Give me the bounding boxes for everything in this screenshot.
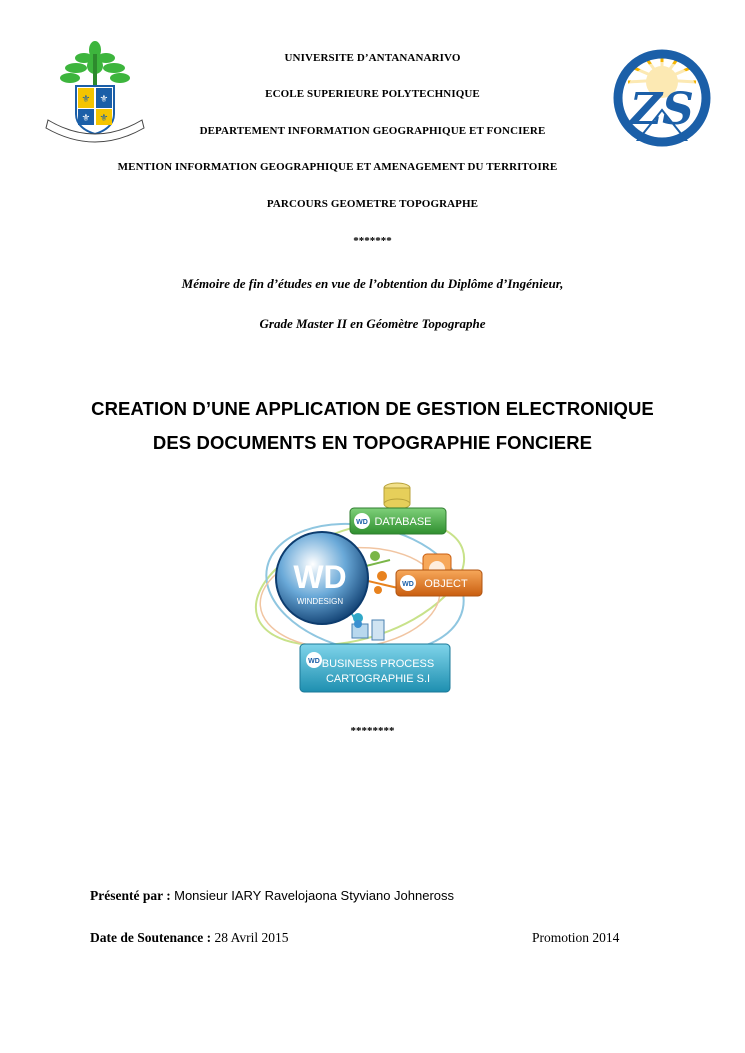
hub-sub-text: WINDESIGN xyxy=(296,597,344,606)
svg-text:⚜: ⚜ xyxy=(81,113,91,124)
svg-text:⚜: ⚜ xyxy=(81,94,91,105)
svg-text:⚜: ⚜ xyxy=(99,94,109,105)
svg-text:⚜: ⚜ xyxy=(99,113,109,124)
database-label: DATABASE xyxy=(374,516,432,528)
process-badge: WD xyxy=(308,658,320,665)
process-label-line2: CARTOGRAPHIE S.I xyxy=(325,673,431,685)
presenter-name: Monsieur IARY Ravelojaona Styviano Johneross xyxy=(174,888,455,903)
date-value: 28 Avril 2015 xyxy=(214,930,289,945)
process-label-line1: BUSINESS PROCESS xyxy=(321,658,435,670)
object-label: OBJECT xyxy=(424,578,468,590)
memoire-subtitle: Mémoire de fin d’études en vue de l’obtention du Diplôme d’Ingénieur, xyxy=(181,276,564,291)
object-badge: WD xyxy=(402,581,414,588)
school-name: ECOLE SUPERIEURE POLYTECHNIQUE xyxy=(265,88,480,100)
hub-logo-text: WD xyxy=(293,559,347,595)
date-label: Date de Soutenance : xyxy=(90,930,212,945)
thesis-title-line2: DES DOCUMENTS EN TOPOGRAPHIE FONCIERE xyxy=(152,432,593,453)
separator-top: ******* xyxy=(353,235,392,247)
promotion: Promotion 2014 xyxy=(532,930,620,945)
separator-bottom: ******** xyxy=(350,725,395,737)
department-name: DEPARTEMENT INFORMATION GEOGRAPHIQUE ET FONCIERE xyxy=(199,125,546,137)
defense-date xyxy=(90,930,289,946)
grade-subtitle: Grade Master II en Géomètre Topographe xyxy=(259,316,486,331)
svg-text:ZS: ZS xyxy=(630,84,694,135)
university-name: UNIVERSITE D’ANTANANARIVO xyxy=(284,52,461,64)
thesis-title-line1: CREATION D’UNE APPLICATION DE GESTION ELECTRONIQUE xyxy=(91,398,654,419)
parcours-name: PARCOURS GEOMETRE TOPOGRAPHE xyxy=(266,198,479,210)
presented-label: Présenté par : xyxy=(90,888,171,903)
database-badge: WD xyxy=(356,519,368,526)
mention-name: MENTION INFORMATION GEOGRAPHIQUE ET AMENAGEMENT DU TERRITOIRE xyxy=(117,161,558,173)
windesign-illustration xyxy=(240,478,500,700)
presented-by xyxy=(90,888,454,904)
